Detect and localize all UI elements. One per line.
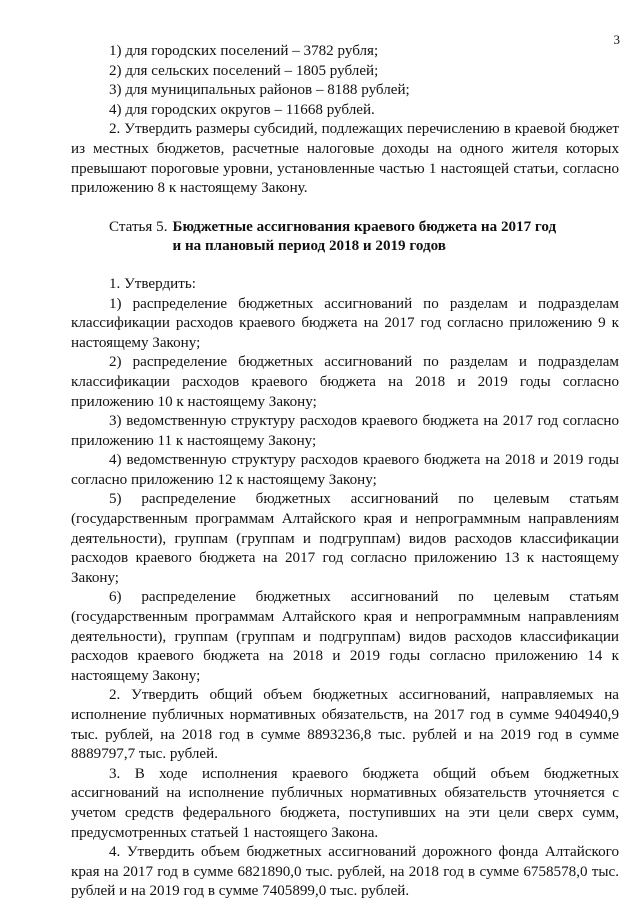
list-item: 4) для городских округов – 11668 рублей. bbox=[109, 101, 375, 118]
list-item: 2) для сельских поселений – 1805 рублей; bbox=[109, 62, 379, 79]
paragraph-approve-intro: 1. Утвердить: bbox=[109, 275, 196, 292]
list-item: 3) для муниципальных районов – 8188 рублей; bbox=[109, 82, 410, 99]
paragraph-road-fund: 4. Утвердить объем бюджетных ассигнований дорожного фонда Алтайского края на 2017 год в сумме 6821890,0 тыс. рублей, на 2018 год в сумме 6758578,0 тыс. рублей и на 2019 год в сумме 7405899,0 тыс. рублей. bbox=[71, 844, 619, 900]
paragraph-subsidies: 2. Утвердить размеры субсидий, подлежащих перечислению в краевой бюджет из местных бюджетов, расчетные налоговые доходы на одного жителя которых превышают пороговые уровни, установленные частью 1 настоящей статьи, согласно приложению 8 к настоящему Закону. bbox=[71, 121, 619, 197]
article-title bbox=[172, 218, 619, 257]
list-item: 6) распределение бюджетных ассигнований по целевым статьям (государственным программам Алтайского края и непрограммным направлениям деятельности), группам (группам и подгруппам) видов расходов классификации расходов краевого бюджета на 2018 и 2019 годы согласно приложению 14 к настоящему Закону; bbox=[71, 589, 619, 684]
list-item: 1) распределение бюджетных ассигнований по разделам и подразделам классификации расходов краевого бюджета на 2017 год согласно приложению 9 к настоящему Закону; bbox=[71, 295, 619, 351]
article-heading bbox=[71, 218, 619, 257]
article-title-line1: Бюджетные ассигнования краевого бюджета на 2017 год bbox=[172, 218, 557, 235]
article-title-line2: и на плановый период 2018 и 2019 годов bbox=[172, 238, 446, 255]
page-number: 3 bbox=[613, 32, 620, 47]
article-label: Статья 5. bbox=[109, 218, 168, 235]
list-item: 2) распределение бюджетных ассигнований по разделам и подразделам классификации расходов краевого бюджета на 2018 и 2019 годы согласно приложению 10 к настоящему Закону; bbox=[71, 354, 619, 410]
list-item: 1) для городских поселений – 3782 рубля; bbox=[109, 43, 379, 59]
list-item: 5) распределение бюджетных ассигнований по целевым статьям (государственным программам Алтайского края и непрограммным направлениям деятельности), группам (группам и подгруппам) видов расходов классификации расходов краевого бюджета на 2017 год согласно приложению 13 к настоящему Закону; bbox=[71, 491, 619, 586]
document-body bbox=[71, 42, 619, 902]
list-item: 4) ведомственную структуру расходов краевого бюджета на 2018 и 2019 годы согласно приложению 12 к настоящему Закону; bbox=[71, 452, 619, 488]
paragraph-federal-funds: 3. В ходе исполнения краевого бюджета общий объем бюджетных ассигнований на исполнение публичных нормативных обязательств уточняется с учетом средств федерального бюджета, поступивших на эти цели сверх сумм, предусмотренных статьей 1 настоящего Закона. bbox=[71, 765, 619, 841]
list-item: 3) ведомственную структуру расходов краевого бюджета на 2017 год согласно приложению 11 к настоящему Закону; bbox=[71, 413, 619, 449]
paragraph-public-obligations: 2. Утвердить общий объем бюджетных ассигнований, направляемых на исполнение публичных нормативных обязательств, на 2017 год в сумме 9404940,9 тыс. рублей, на 2018 год в сумме 8893236,8 тыс. рублей и на 2019 год в сумме 8889797,7 тыс. рублей. bbox=[71, 687, 619, 763]
